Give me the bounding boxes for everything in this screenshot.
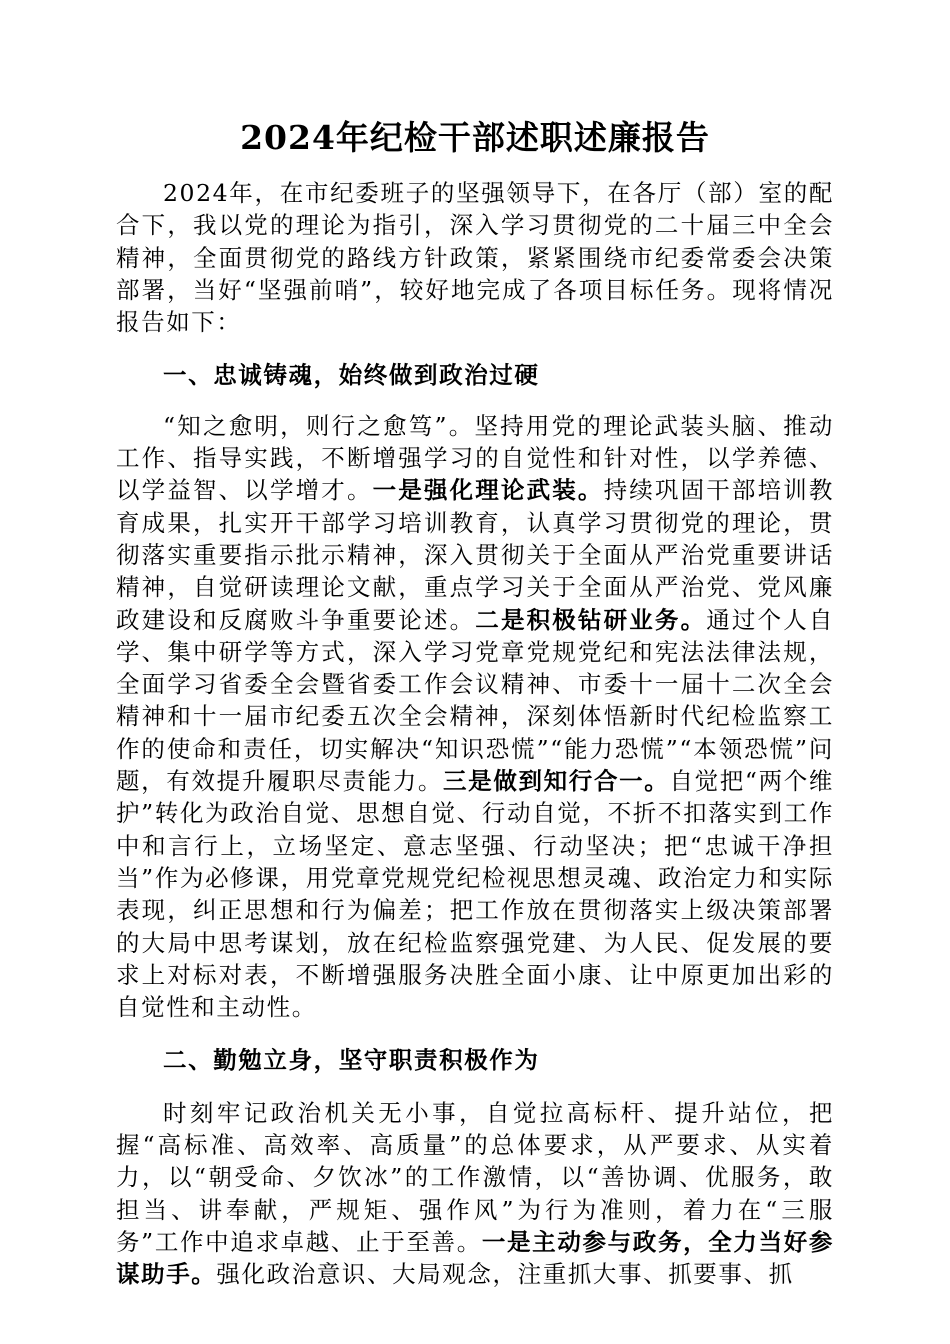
section-1-heading: 一、忠诚铸魂，始终做到政治过硬	[163, 361, 540, 390]
intro-paragraph: 2024年，在市纪委班子的坚强领导下，在各厅（部）室的配合下，我以党的理论为指引，深入学习贯彻党的二十届三中全会精神，全面贯彻党的路线方针政策，紧紧围绕市纪委常委会决策部署，当好“坚强前哨”，较好地完成了各项目标任务。现将情况报告如下：	[116, 179, 834, 337]
section-1-text-a: “知之愈明，则行之愈笃”。坚持用党的理论武装头脑、推动工作、指导实践，不断增强学习的自觉性和针对性，以学养德、以学益智、以学增才。	[116, 411, 834, 505]
section-2-paragraph	[116, 1097, 834, 1291]
document-body	[116, 177, 834, 1291]
section-2-heading: 二、勤勉立身，坚守职责积极作为	[163, 1046, 540, 1075]
section-1-point-1: 一是强化理论武装。	[372, 476, 604, 505]
section-1-point-3: 三是做到知行合一。	[443, 767, 670, 796]
section-2-point-1: 一是主动参与政务，全力当好参谋助手。	[116, 1227, 834, 1289]
section-2-text-a: 时刻牢记政治机关无小事，自觉拉高标杆、提升站位，把握“高标准、高效率、高质量”的总体要求，从严要求、从实着力，以“朝受命、夕饮冰”的工作激情，以“善协调、优服务，敢担当、讲奉献，严规矩、强作风”为行为准则，着力在“三服务”工作中追求卓越、止于至善。	[116, 1098, 834, 1256]
section-1-text-d: 自觉把“两个维护”转化为政治自觉、思想自觉、行动自觉，不折不扣落实到工作中和言行上，立场坚定、意志坚强、行动坚决；把“忠诚干净担当”作为必修课，用党章党规党纪检视思想灵魂、政治定力和实际表现，纠正思想和行为偏差；把工作放在贯彻落实上级决策部署的大局中思考谋划，放在纪检监察强党建、为人民、促发展的要求上对标对表，不断增强服务决胜全面小康、让中原更加出彩的自觉性和主动性。	[116, 767, 834, 1022]
section-1-paragraph	[116, 410, 834, 1024]
document-title: 2024年纪检干部述职述廉报告	[240, 118, 710, 157]
section-2-text-b: 强化政治意识、大局观念，注重抓大事、抓要事、抓	[216, 1260, 794, 1289]
section-1-point-2: 二是积极钻研业务。	[475, 605, 707, 634]
section-1-text-b: 持续巩固干部培训教育成果，扎实开干部学习培训教育，认真学习贯彻党的理论，贯彻落实重要指示批示精神，深入贯彻关于全面从严治党重要讲话精神，自觉研读理论文献，重点学习关于全面从严治党、党风廉政建设和反腐败斗争重要论述。	[116, 476, 834, 634]
section-1-text-c: 通过个人自学、集中研学等方式，深入学习党章党规党纪和宪法法律法规，全面学习省委全会暨省委工作会议精神、市委十一届十二次全会精神和十一届市纪委五次全会精神，深刻体悟新时代纪检监察工作的使命和责任，切实解决“知识恐慌”“能力恐慌”“本领恐慌”问题，有效提升履职尽责能力。	[116, 605, 834, 796]
